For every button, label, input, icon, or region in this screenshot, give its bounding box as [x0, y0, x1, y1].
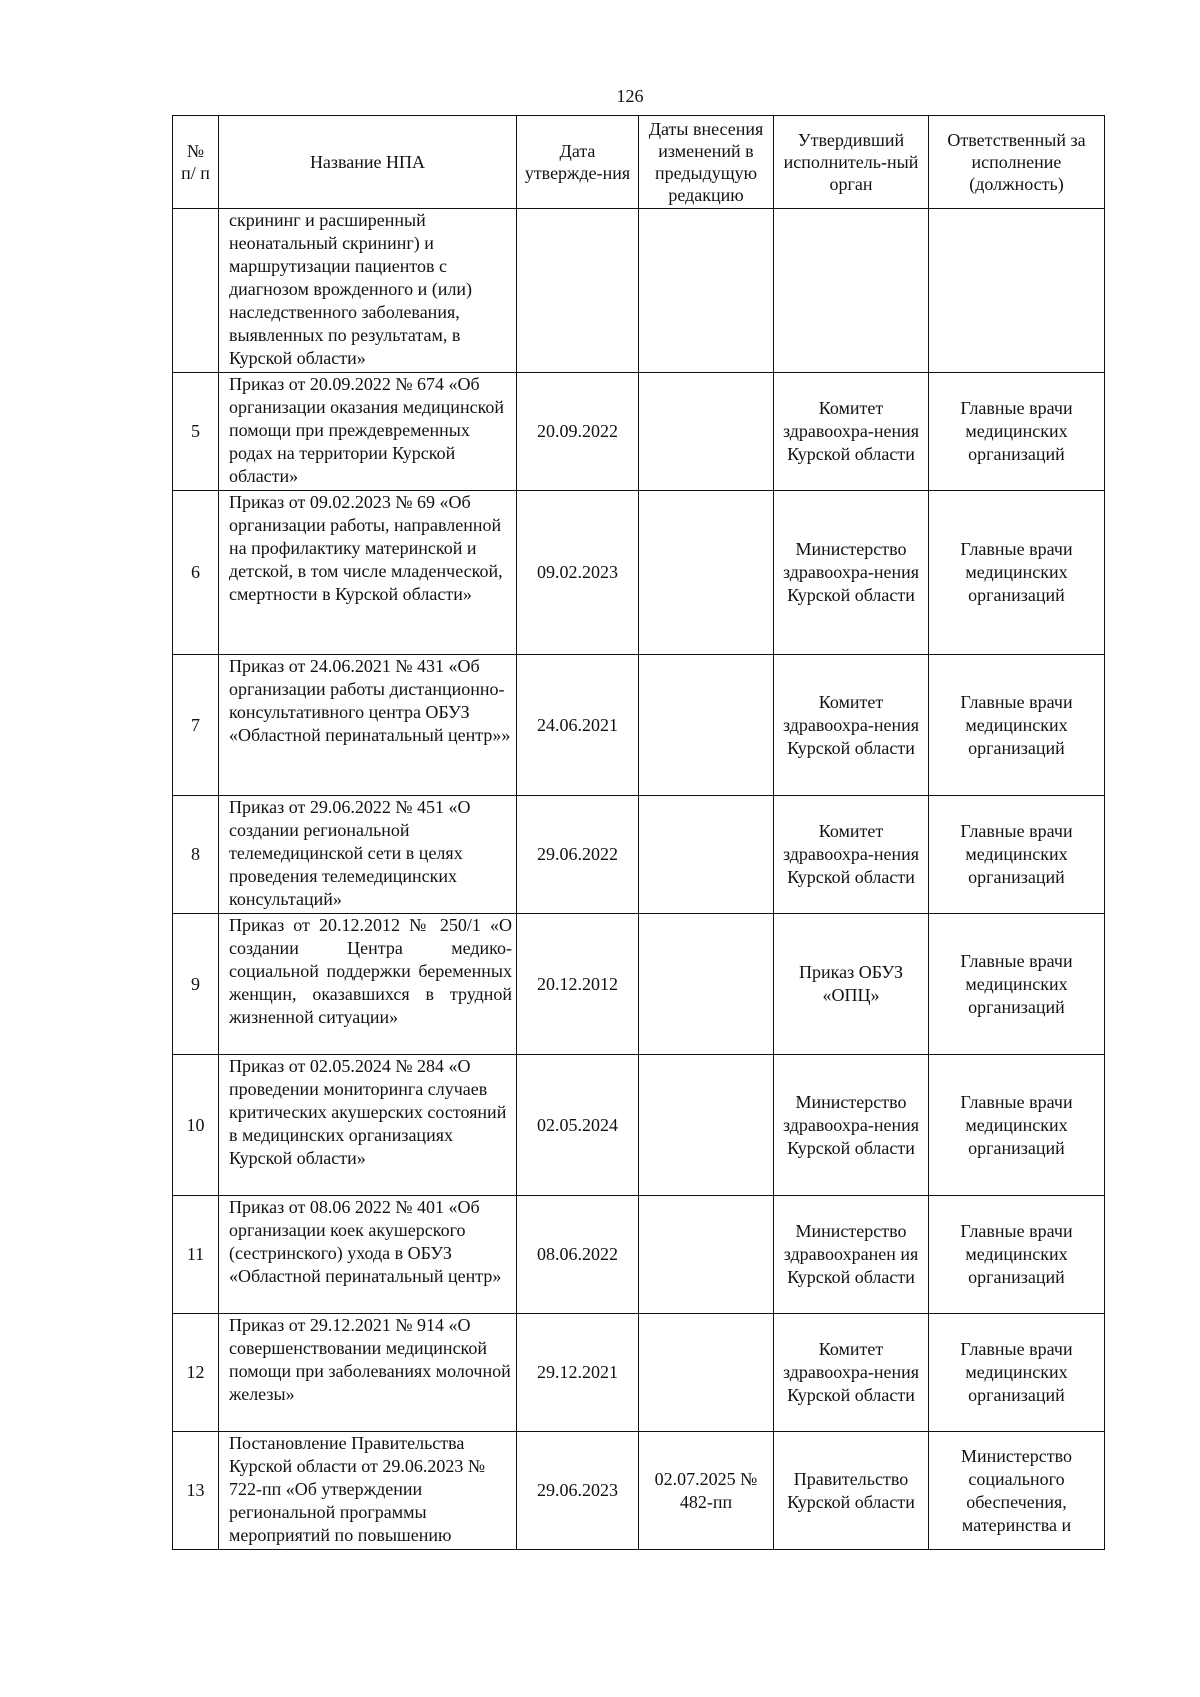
cell-responsible: Главные врачи медицинских организаций	[929, 1196, 1105, 1314]
cell-num: 10	[173, 1055, 219, 1196]
cell-name: Приказ от 29.06.2022 № 451 «О создании региональной телемедицинской сети в целях проведения телемедицинских консультаций»	[219, 796, 517, 914]
npa-table	[172, 115, 1105, 1550]
cell-name: скрининг и расширенный неонатальный скрининг) и маршрутизации пациентов с диагнозом врожденного и (или) наследственного заболевания, выявленных по результатам, в Курской области»	[219, 209, 517, 373]
cell-changes	[639, 491, 774, 655]
header-approver: Утвердивший исполнитель-ный орган	[774, 116, 929, 209]
cell-date	[517, 209, 639, 373]
cell-num: 12	[173, 1314, 219, 1432]
cell-name: Приказ от 29.12.2021 № 914 «О совершенствовании медицинской помощи при заболеваниях молочной железы»	[219, 1314, 517, 1432]
cell-responsible: Главные врачи медицинских организаций	[929, 1055, 1105, 1196]
cell-num: 11	[173, 1196, 219, 1314]
cell-approver: Комитет здравоохра-нения Курской области	[774, 1314, 929, 1432]
cell-responsible: Главные врачи медицинских организаций	[929, 373, 1105, 491]
cell-responsible: Главные врачи медицинских организаций	[929, 491, 1105, 655]
cell-name: Приказ от 20.12.2012 № 250/1 «О создании Центра медико-социальной поддержки беременных женщин, оказавшихся в трудной жизненной ситуации»	[219, 914, 517, 1055]
table-row	[173, 1196, 1105, 1314]
table-row	[173, 1314, 1105, 1432]
cell-date: 24.06.2021	[517, 655, 639, 796]
table-row	[173, 914, 1105, 1055]
cell-changes	[639, 655, 774, 796]
cell-name: Приказ от 24.06.2021 № 431 «Об организации работы дистанционно-консультативного центра ОБУЗ «Областной перинатальный центр»»	[219, 655, 517, 796]
table-row	[173, 491, 1105, 655]
cell-num	[173, 209, 219, 373]
cell-changes	[639, 1314, 774, 1432]
cell-name: Приказ от 02.05.2024 № 284 «О проведении мониторинга случаев критических акушерских состояний в медицинских организациях Курской области»	[219, 1055, 517, 1196]
cell-num: 8	[173, 796, 219, 914]
cell-approver: Приказ ОБУЗ «ОПЦ»	[774, 914, 929, 1055]
header-name: Название НПА	[219, 116, 517, 209]
cell-date: 09.02.2023	[517, 491, 639, 655]
cell-approver	[774, 209, 929, 373]
cell-responsible	[929, 209, 1105, 373]
cell-approver: Комитет здравоохра-нения Курской области	[774, 655, 929, 796]
cell-approver: Комитет здравоохра-нения Курской области	[774, 796, 929, 914]
cell-date: 29.06.2023	[517, 1432, 639, 1550]
header-date: Дата утвержде-ния	[517, 116, 639, 209]
cell-name: Постановление Правительства Курской области от 29.06.2023 № 722-пп «Об утверждении региональной программы мероприятий по повышению	[219, 1432, 517, 1550]
cell-changes	[639, 914, 774, 1055]
table-row	[173, 1432, 1105, 1550]
cell-responsible: Главные врачи медицинских организаций	[929, 655, 1105, 796]
table-header-row	[173, 116, 1105, 209]
cell-date: 08.06.2022	[517, 1196, 639, 1314]
cell-num: 5	[173, 373, 219, 491]
cell-num: 7	[173, 655, 219, 796]
header-num: № п/ п	[173, 116, 219, 209]
cell-approver: Министерство здравоохранен ия Курской области	[774, 1196, 929, 1314]
cell-changes	[639, 1055, 774, 1196]
cell-name: Приказ от 08.06 2022 № 401 «Об организации коек акушерского (сестринского) ухода в ОБУЗ «Областной перинатальный центр»	[219, 1196, 517, 1314]
cell-approver: Министерство здравоохра-нения Курской области	[774, 1055, 929, 1196]
cell-name: Приказ от 09.02.2023 № 69 «Об организации работы, направленной на профилактику материнской и детской, в том числе младенческой, смертности в Курской области»	[219, 491, 517, 655]
cell-changes	[639, 209, 774, 373]
cell-date: 29.06.2022	[517, 796, 639, 914]
cell-responsible: Главные врачи медицинских организаций	[929, 796, 1105, 914]
cell-changes	[639, 796, 774, 914]
cell-responsible: Главные врачи медицинских организаций	[929, 914, 1105, 1055]
cell-date: 20.09.2022	[517, 373, 639, 491]
cell-date: 29.12.2021	[517, 1314, 639, 1432]
header-changes: Даты внесения изменений в предыдущую редакцию	[639, 116, 774, 209]
cell-changes: 02.07.2025 № 482-пп	[639, 1432, 774, 1550]
cell-num: 6	[173, 491, 219, 655]
table-row	[173, 373, 1105, 491]
cell-approver: Министерство здравоохра-нения Курской области	[774, 491, 929, 655]
header-responsible: Ответственный за исполнение (должность)	[929, 116, 1105, 209]
table-row	[173, 655, 1105, 796]
cell-changes	[639, 373, 774, 491]
cell-changes	[639, 1196, 774, 1314]
cell-responsible: Главные врачи медицинских организаций	[929, 1314, 1105, 1432]
table-row	[173, 1055, 1105, 1196]
cell-approver: Комитет здравоохра-нения Курской области	[774, 373, 929, 491]
cell-approver: Правительство Курской области	[774, 1432, 929, 1550]
table-row	[173, 796, 1105, 914]
cell-num: 9	[173, 914, 219, 1055]
cell-responsible: Министерство социального обеспечения, материнства и	[929, 1432, 1105, 1550]
table-row	[173, 209, 1105, 373]
cell-num: 13	[173, 1432, 219, 1550]
page-number: 126	[616, 86, 644, 106]
cell-date: 02.05.2024	[517, 1055, 639, 1196]
cell-name: Приказ от 20.09.2022 № 674 «Об организации оказания медицинской помощи при преждевременных родах на территории Курской области»	[219, 373, 517, 491]
cell-date: 20.12.2012	[517, 914, 639, 1055]
